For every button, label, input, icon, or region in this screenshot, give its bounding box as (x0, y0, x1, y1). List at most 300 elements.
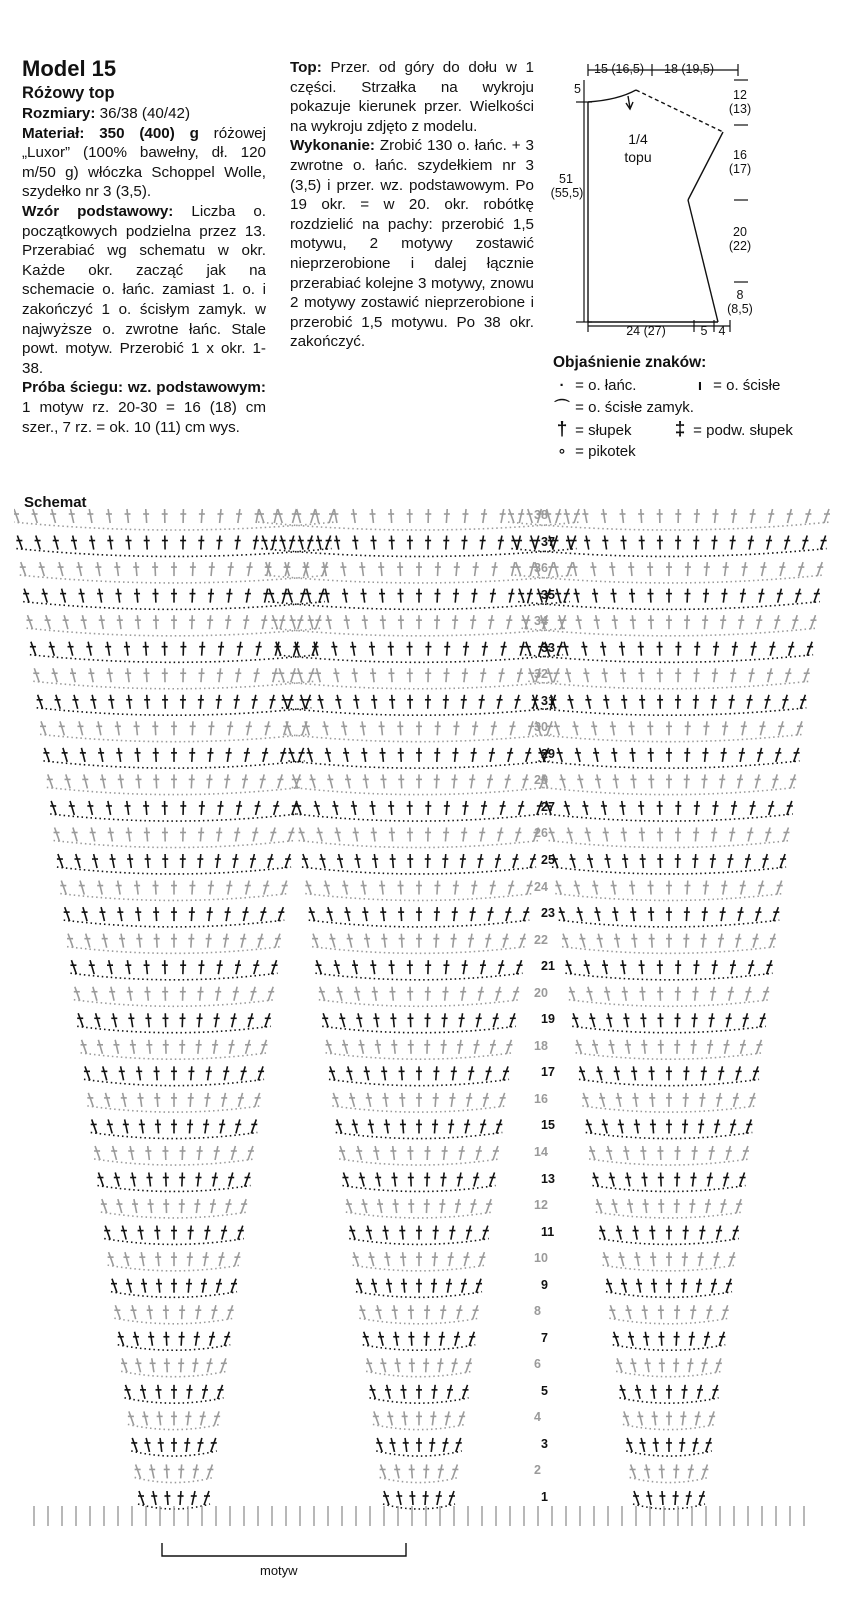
stitch-mark (135, 1332, 139, 1346)
stitch-mark (139, 1491, 144, 1505)
row-number: 2 (534, 1463, 541, 1478)
stitch-mark (382, 589, 383, 603)
stitch-mark (623, 536, 624, 550)
stitch-mark (741, 881, 744, 895)
stitch-mark (713, 1385, 718, 1399)
stitch-mark (65, 907, 70, 921)
stitch-mark (118, 589, 120, 603)
stitch-mark (219, 1252, 223, 1266)
stitch-mark (642, 987, 643, 1001)
stitch-mark (510, 1013, 515, 1027)
stitch-mark (200, 695, 201, 709)
stitch-mark (604, 960, 607, 974)
stitch-mark (153, 1491, 156, 1505)
stitch-mark (481, 960, 484, 974)
stitch-mark (686, 907, 687, 921)
stitch-mark (684, 1385, 686, 1399)
double-crochet-icon: † (556, 419, 568, 440)
stitch-mark (698, 1279, 701, 1293)
stitch-mark (780, 562, 784, 576)
chain-arc (60, 894, 287, 901)
stitch-mark (733, 642, 735, 656)
stitch-mark (274, 801, 278, 815)
stitch-mark (743, 1146, 748, 1160)
stitch-mark (137, 615, 138, 629)
stitch-mark (641, 960, 642, 974)
stitch-mark (36, 536, 40, 550)
stitch-mark (341, 1013, 345, 1027)
stitch-mark (612, 721, 614, 735)
stitch-mark (147, 854, 148, 868)
stitch-mark (238, 509, 240, 523)
stitch-mark (111, 987, 114, 1001)
stitch-mark (96, 1013, 100, 1027)
stitch-mark (403, 1252, 404, 1266)
stitch-mark (732, 668, 734, 682)
stitch-mark (501, 509, 504, 523)
stitch-mark (158, 1385, 160, 1399)
stitch-mark (220, 509, 221, 523)
stitch-mark (353, 1119, 357, 1133)
stitch-mark (356, 987, 359, 1001)
stitch-mark (445, 854, 446, 868)
stitch-mark (136, 1464, 141, 1478)
wykonanie-label: Wykonanie: (290, 137, 375, 155)
stitch-mark (128, 827, 130, 841)
stitch-mark (746, 1119, 751, 1133)
stitch-mark (627, 1305, 631, 1319)
row-number: 20 (534, 985, 548, 1000)
stitch-mark (650, 562, 651, 576)
stitch-mark (723, 881, 726, 895)
dim-right-3: 20 (733, 225, 747, 239)
stitch-mark (98, 1173, 103, 1187)
stitch-mark (814, 589, 819, 603)
stitch-mark (589, 854, 592, 868)
stitch-mark (580, 1066, 585, 1080)
chart-row (20, 562, 823, 583)
stitch-mark (411, 1464, 412, 1478)
chain-arc (121, 1371, 227, 1376)
instructions-column-right (290, 58, 534, 352)
stitch-mark (372, 801, 374, 815)
stitch-mark (454, 615, 455, 629)
stitch-mark (375, 1146, 378, 1160)
stitch-mark (439, 1464, 442, 1478)
stitch-mark (493, 1146, 498, 1160)
stitch-mark (367, 1358, 372, 1372)
stitch-mark (370, 1252, 374, 1266)
chain-arc (265, 575, 573, 583)
stitch-mark (732, 801, 735, 815)
row-number: 34 (534, 614, 548, 629)
stitch-mark (207, 1358, 211, 1372)
stitch-mark (594, 881, 597, 895)
stitch-mark (272, 960, 277, 974)
chart-row (30, 642, 813, 663)
chain-arc (30, 655, 318, 663)
stitch-mark (156, 774, 157, 788)
stitch-mark (726, 1279, 731, 1293)
stitch-mark (83, 907, 87, 921)
chart-row (60, 881, 782, 901)
stitch-mark (196, 1332, 198, 1346)
stitch-mark (631, 721, 632, 735)
stitch-mark (219, 536, 220, 550)
chart-row (118, 1332, 726, 1350)
stitch-mark (323, 1013, 328, 1027)
stitch-mark (138, 774, 139, 788)
stitch-mark (253, 827, 256, 841)
stitch-mark (436, 1066, 437, 1080)
stitch-mark (95, 1146, 100, 1160)
chart-row (135, 1464, 709, 1482)
stitch-mark (483, 1226, 488, 1240)
stitch-mark (705, 881, 707, 895)
stitch-mark (713, 960, 715, 974)
stitch-mark (108, 509, 110, 523)
chain-arc (135, 1477, 214, 1482)
stitch-mark (558, 748, 562, 762)
stitch-mark (350, 1093, 354, 1107)
stitch-mark (471, 1199, 475, 1213)
stitch-mark (586, 827, 589, 841)
stitch-mark (226, 1199, 230, 1213)
row-number: 29 (541, 746, 555, 761)
stitch-mark (506, 774, 510, 788)
stitch-mark (691, 1332, 693, 1346)
stitch-mark (363, 1199, 367, 1213)
stitch-mark (464, 1252, 468, 1266)
stitch-mark (241, 934, 244, 948)
material-paragraph (22, 124, 266, 202)
stitch-mark (517, 536, 520, 550)
stitch-mark (437, 721, 438, 735)
chain-arc (322, 1026, 516, 1032)
stitch-mark (486, 1199, 491, 1213)
stitch-mark (434, 1119, 435, 1133)
stitch-mark (721, 774, 723, 788)
chain-arc (97, 1186, 250, 1192)
stitch-mark (515, 695, 519, 709)
stitch-mark (411, 1305, 412, 1319)
stitch-mark (217, 854, 219, 868)
stitch-mark (329, 774, 333, 788)
chain-arc (532, 708, 807, 715)
stitch-mark (704, 615, 705, 629)
stitch-mark (112, 1279, 117, 1293)
stitch-mark (92, 695, 95, 709)
stitch-mark (462, 854, 464, 868)
stitch-mark (624, 1411, 629, 1425)
stitch-mark (155, 881, 156, 895)
stitch-mark (149, 1173, 151, 1187)
stitch-mark (677, 1305, 678, 1319)
stitch-mark (105, 1093, 109, 1107)
stitch-mark (254, 536, 257, 550)
stitch-mark (459, 1040, 461, 1054)
stitch-mark (181, 1358, 182, 1372)
stitch-mark (339, 854, 342, 868)
stitch-mark (603, 801, 606, 815)
stitch-mark (704, 907, 706, 921)
chain-arc (285, 734, 553, 741)
stitch-mark (451, 1093, 453, 1107)
chain-arc (342, 1186, 495, 1192)
stitch-mark (773, 774, 777, 788)
stitch-mark (694, 1013, 695, 1027)
stitch-mark (592, 562, 595, 576)
stitch-mark (698, 1385, 701, 1399)
chain-arc (94, 1159, 254, 1165)
dim-top-left: 15 (16,5) (594, 62, 645, 76)
stitch-mark (198, 1040, 199, 1054)
stitch-mark (632, 615, 633, 629)
stitch-mark (502, 642, 505, 656)
stitch-mark (476, 1146, 480, 1160)
stitch-mark (512, 536, 517, 550)
stitch-mark (479, 1252, 484, 1266)
chain-arc (302, 867, 536, 874)
stitch-mark (708, 1173, 711, 1187)
stitch-mark (388, 1279, 391, 1293)
stitch-mark (51, 801, 56, 815)
stitch-mark (336, 827, 339, 841)
stitch-mark (437, 615, 438, 629)
stitch-mark (394, 1173, 396, 1187)
stitch-mark (810, 615, 815, 629)
stitch-mark (110, 827, 113, 841)
stitch-mark (401, 615, 402, 629)
stitch-mark (190, 1226, 191, 1240)
stitch-mark (697, 642, 698, 656)
stitch-mark (38, 695, 43, 709)
stitch-mark (453, 1066, 455, 1080)
stitch-mark (496, 1119, 501, 1133)
chart-row (64, 907, 780, 927)
chain-arc (535, 734, 803, 741)
stitch-mark (315, 801, 319, 815)
stitch-mark (740, 1173, 745, 1187)
stitch-mark (493, 562, 496, 576)
chain-arc (380, 1477, 459, 1482)
page-subtitle: Różowy top (22, 84, 115, 102)
stitch-mark (696, 536, 697, 550)
chart-row (27, 615, 817, 636)
stitch-mark (137, 1358, 141, 1372)
stitch-mark (464, 536, 465, 550)
stitch-mark (446, 536, 447, 550)
motif-label: motyw (260, 1563, 298, 1578)
stitch-mark (403, 1279, 404, 1293)
stitch-mark (760, 589, 763, 603)
stitch-mark (348, 1066, 352, 1080)
stitch-mark (381, 1464, 386, 1478)
stitch-mark (501, 801, 504, 815)
stitch-mark (396, 1464, 399, 1478)
stitch-mark (269, 589, 274, 603)
stitch-mark (78, 562, 81, 576)
stitch-mark (146, 509, 147, 523)
chain-arc (74, 1000, 274, 1007)
stitch-mark (714, 536, 715, 550)
stitch-mark (206, 1226, 209, 1240)
stitch-mark (614, 907, 617, 921)
dim-right-4: 8 (736, 288, 744, 302)
stitch-mark (337, 1119, 342, 1133)
chain-arc (16, 549, 331, 557)
stitch-mark (265, 1013, 270, 1027)
stitch-mark (579, 774, 583, 788)
stitch-mark (229, 721, 231, 735)
stitch-mark (246, 1040, 250, 1054)
stitch-mark (234, 987, 237, 1001)
stitch-mark (218, 960, 220, 974)
stitch-mark (200, 827, 201, 841)
stitch-mark (621, 642, 623, 656)
stitch-mark (591, 1013, 595, 1027)
stitch-mark (575, 589, 578, 603)
stitch-mark (729, 1252, 734, 1266)
stitch-mark (486, 934, 489, 948)
chain-arc (630, 1477, 709, 1482)
stitch-mark (696, 509, 697, 523)
stitch-mark (73, 827, 77, 841)
stitch-mark (218, 695, 220, 709)
stitch-mark (768, 668, 772, 682)
stitch-mark (136, 881, 138, 895)
stitch-mark (248, 1013, 252, 1027)
stitch-mark (695, 854, 696, 868)
stitch-mark (149, 1305, 151, 1319)
stitch-mark (767, 536, 770, 550)
stitch-mark (209, 615, 210, 629)
stitch-mark (518, 668, 522, 682)
stitch-mark (476, 1279, 481, 1293)
stitch-mark (736, 934, 739, 948)
row-number: 13 (541, 1171, 555, 1186)
chain-arc (77, 1026, 271, 1032)
stitch-mark (530, 854, 535, 868)
symbol-legend (553, 352, 838, 463)
stitch-mark (683, 1279, 684, 1293)
stitch-mark (513, 987, 518, 1001)
stitch-mark (157, 1226, 158, 1240)
stitch-mark (568, 827, 572, 841)
stitch-mark (150, 1332, 152, 1346)
stitch-mark (44, 748, 49, 762)
stitch-mark (34, 668, 39, 682)
stitch-mark (364, 907, 367, 921)
stitch-mark (318, 827, 322, 841)
stitch-mark (299, 748, 304, 762)
stitch-mark (608, 1013, 611, 1027)
stitch-mark (155, 562, 156, 576)
stitch-mark (618, 1093, 621, 1107)
chart-row (74, 987, 769, 1007)
stitch-mark (662, 1358, 663, 1372)
stitch-mark (21, 562, 26, 576)
stitch-mark (613, 589, 615, 603)
chart-row (94, 1146, 749, 1165)
stitch-mark (119, 907, 122, 921)
stitch-mark (583, 642, 586, 656)
stitch-mark (465, 1119, 468, 1133)
stitch-mark (473, 881, 476, 895)
stitch-mark (561, 774, 565, 788)
stitch-mark (606, 987, 609, 1001)
stitch-mark (199, 1013, 200, 1027)
stitch-mark (275, 934, 280, 948)
chart-row (40, 721, 803, 741)
stitch-mark (98, 721, 101, 735)
stitch-mark (682, 1411, 684, 1425)
stitch-mark (503, 1066, 508, 1080)
stitch-mark (282, 881, 287, 895)
stitch-mark (189, 1385, 191, 1399)
stitch-mark (194, 1464, 197, 1478)
stitch-mark (652, 1093, 653, 1107)
stitch-mark (731, 1119, 735, 1133)
chain-arc (81, 1053, 268, 1059)
stitch-mark (313, 934, 318, 948)
stitch-mark (271, 827, 275, 841)
treble-crochet-icon: ‡ (674, 419, 686, 440)
stitch-mark (734, 1093, 738, 1107)
stitch-mark (160, 1438, 162, 1452)
chain-arc (508, 522, 830, 530)
stitch-mark (374, 987, 376, 1001)
stitch-mark (237, 668, 239, 682)
stitch-mark (653, 1252, 654, 1266)
legend-sc-text: = o. ścisłe (713, 377, 781, 394)
stitch-mark (99, 881, 102, 895)
stitch-mark (486, 1066, 490, 1080)
stitch-mark (598, 934, 601, 948)
stitch-mark (354, 668, 356, 682)
stitch-mark (28, 615, 33, 629)
stitch-mark (695, 695, 696, 709)
stitch-mark (613, 1199, 617, 1213)
chain-arc (64, 920, 285, 927)
stitch-mark (616, 1066, 619, 1080)
stitch-mark (315, 509, 318, 523)
stitch-mark (448, 1279, 451, 1293)
stitch-mark (650, 881, 651, 895)
stitch-mark (364, 615, 366, 629)
stitch-mark (463, 827, 465, 841)
stitch-mark (625, 1146, 628, 1160)
stitch-mark (401, 774, 402, 788)
stitch-mark (211, 562, 212, 576)
legend-row-3 (553, 419, 838, 441)
stitch-mark (310, 907, 315, 921)
stitch-mark (481, 827, 484, 841)
stitch-mark (563, 934, 568, 948)
wykonanie-paragraph (290, 136, 534, 352)
stitch-mark (261, 774, 265, 788)
row-number: 6 (534, 1357, 541, 1372)
stitch-mark (257, 642, 260, 656)
stitch-mark (348, 934, 351, 948)
stitch-mark (603, 1119, 607, 1133)
row-number: 10 (534, 1251, 548, 1266)
stitch-mark (550, 827, 555, 841)
stitch-mark (783, 827, 788, 841)
stitch-mark (366, 934, 369, 948)
chain-arc (114, 1318, 233, 1324)
stitch-mark (585, 960, 589, 974)
